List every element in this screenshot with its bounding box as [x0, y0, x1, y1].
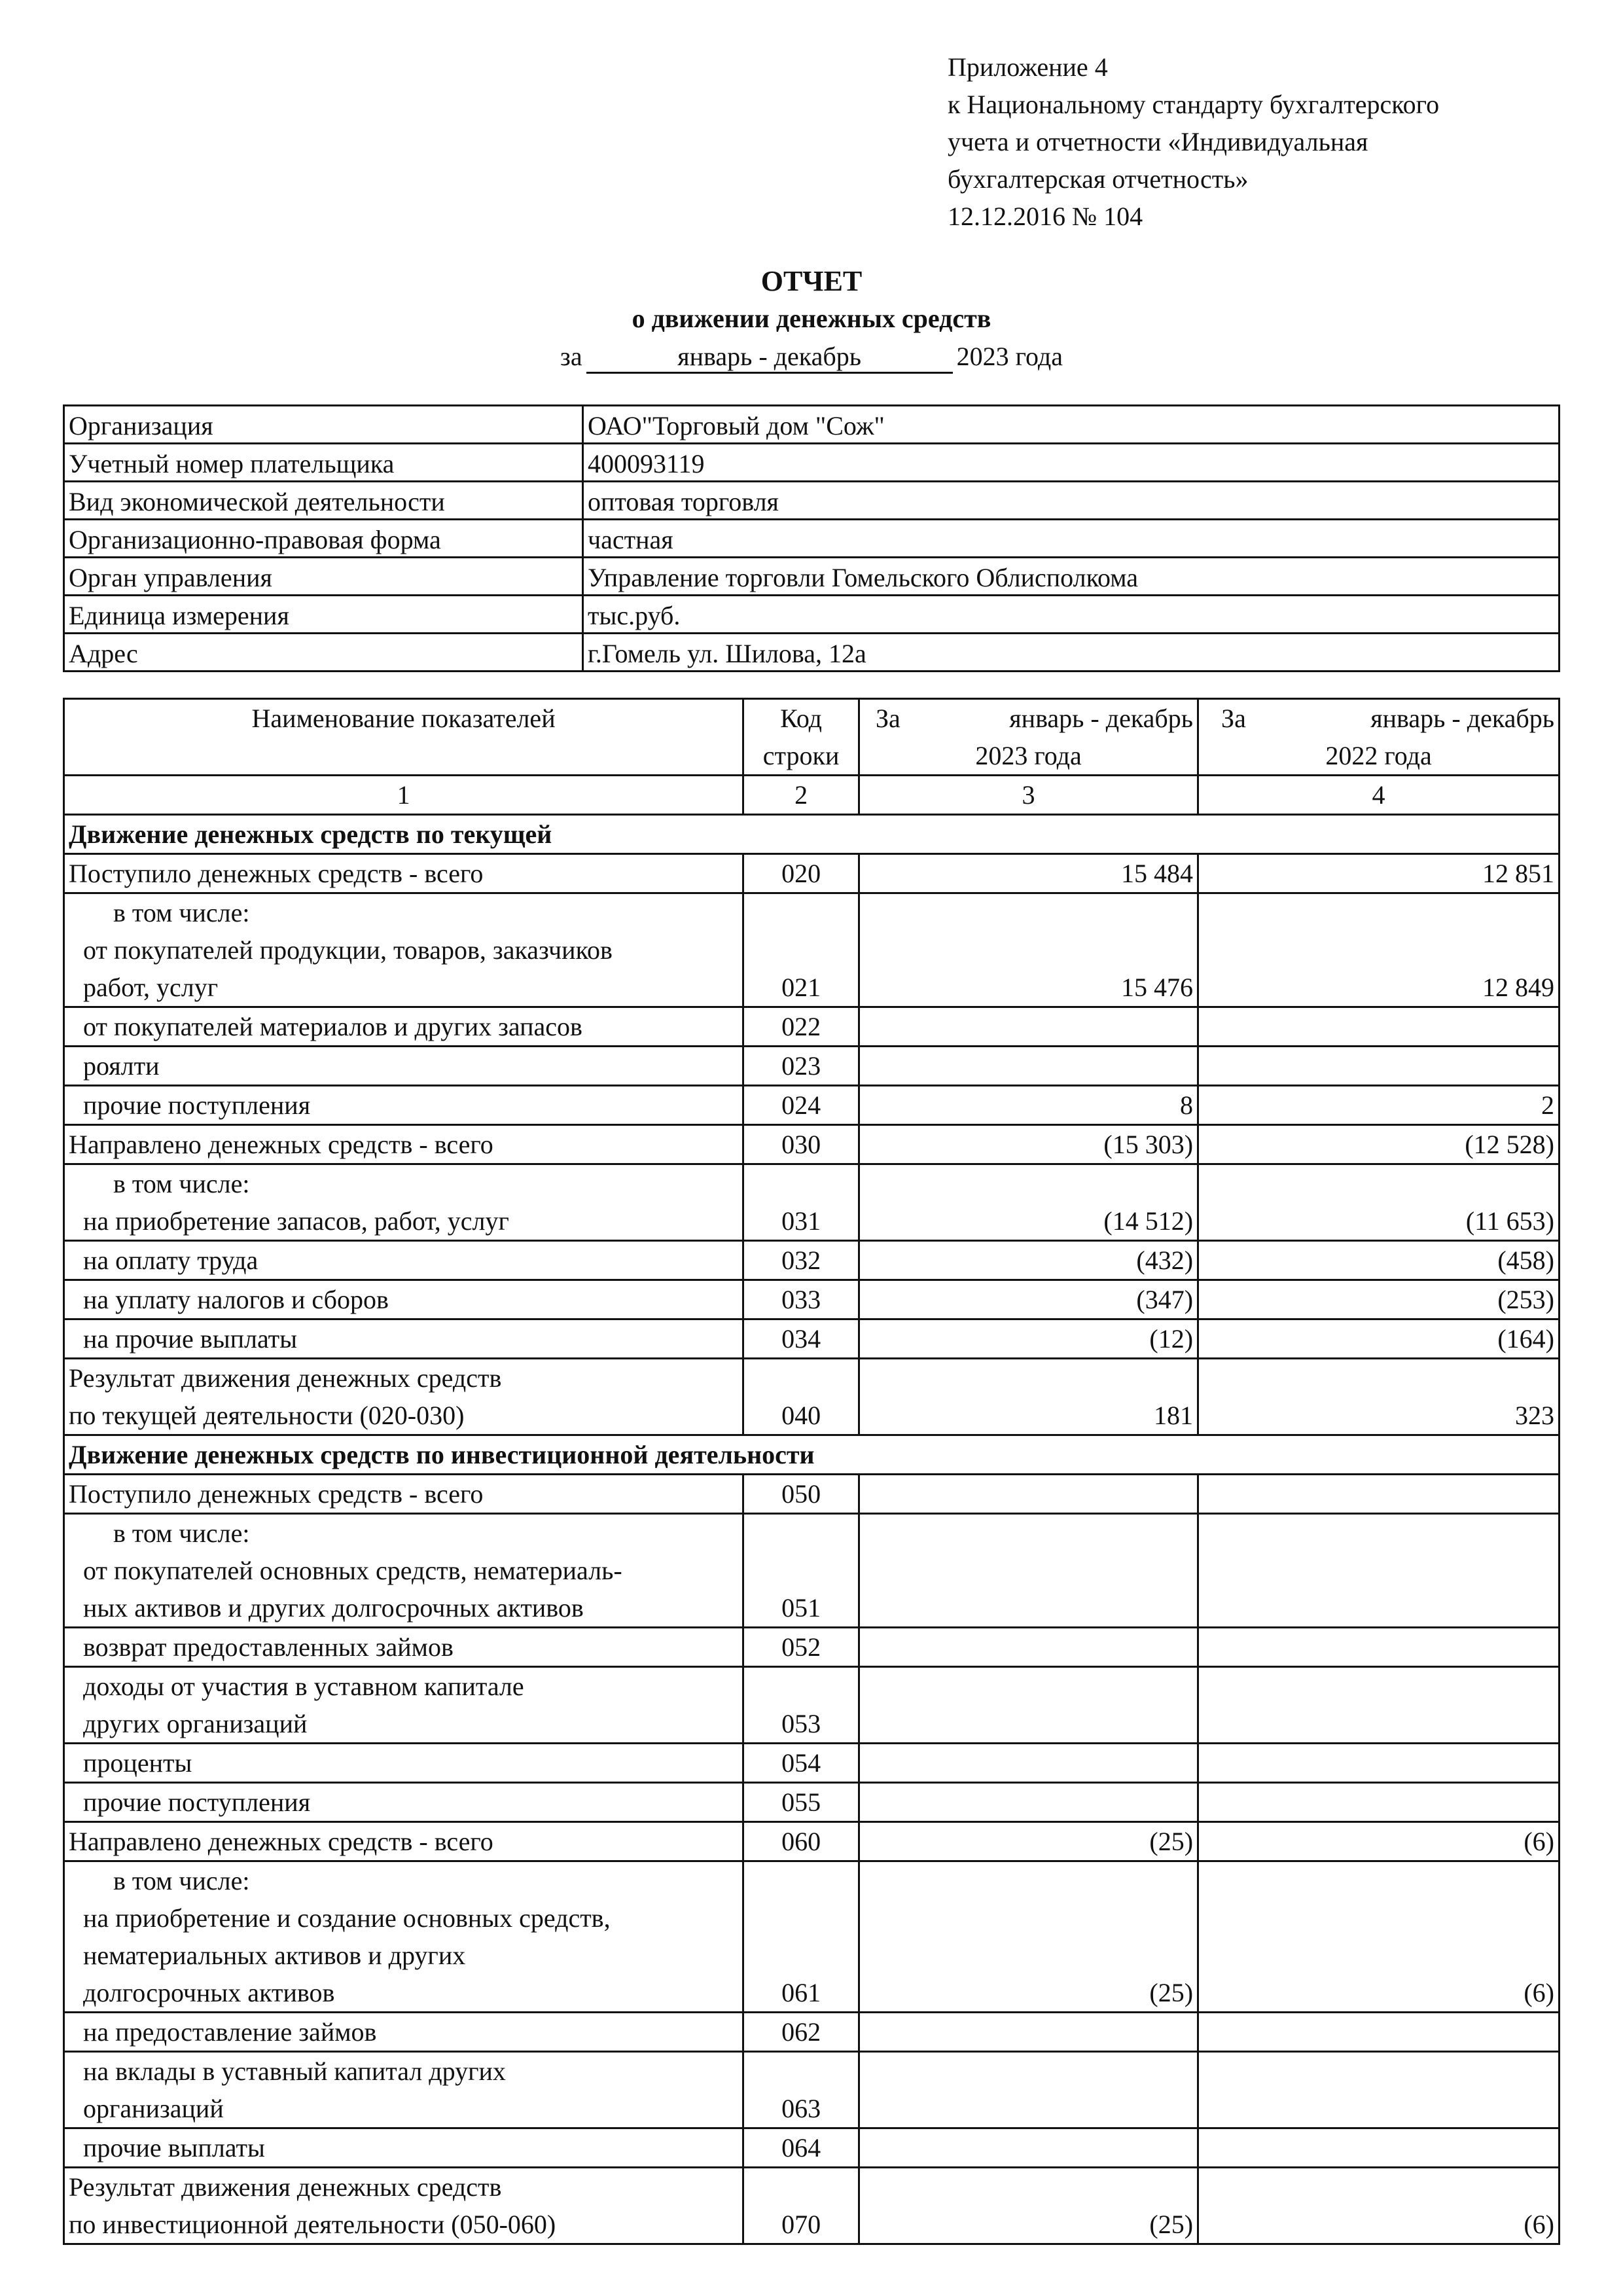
info-label: Орган управления — [64, 558, 583, 596]
value-2022 — [1198, 2052, 1560, 2128]
row-name-line: от покупателей основных средств, нематериаль- — [83, 1556, 622, 1585]
info-value: г.Гомель ул. Шилова, 12а — [583, 634, 1560, 672]
row-code: 040 — [743, 1359, 859, 1435]
value-2023 — [859, 2052, 1198, 2128]
value-2023: (25) — [859, 2168, 1198, 2244]
row-name: Направлено денежных средств - всего — [64, 1125, 743, 1164]
value-2023: 8 — [859, 1086, 1198, 1125]
table-row — [64, 1359, 1560, 1435]
value-2023: (25) — [859, 1822, 1198, 1861]
column-numbers-row — [64, 776, 1560, 815]
table-row — [64, 1475, 1560, 1514]
row-name-line: роялти — [83, 1051, 160, 1081]
value-2023: (14 512) — [859, 1164, 1198, 1241]
row-name-line: на приобретение запасов, работ, услуг — [83, 1206, 509, 1236]
table-row — [64, 1125, 1560, 1164]
value-2022 — [1198, 1783, 1560, 1822]
row-name — [64, 893, 743, 1007]
row-code: 064 — [743, 2128, 859, 2168]
value-2022 — [1198, 2128, 1560, 2168]
header-period-2022 — [1198, 699, 1560, 776]
table-row — [64, 1280, 1560, 1319]
value-2023: (432) — [859, 1241, 1198, 1280]
table-row — [64, 1822, 1560, 1861]
header-za: За — [1221, 704, 1246, 733]
row-name-line: Результат движения денежных средств — [69, 1363, 502, 1393]
value-2022: 12 849 — [1198, 893, 1560, 1007]
value-2023: 15 476 — [859, 893, 1198, 1007]
row-code: 022 — [743, 1007, 859, 1047]
row-code: 063 — [743, 2052, 859, 2128]
row-name-line: по текущей деятельности (020-030) — [69, 1401, 465, 1430]
table-row — [64, 1164, 1560, 1241]
value-2022: (6) — [1198, 1822, 1560, 1861]
annex-line: Приложение 4 — [948, 52, 1108, 82]
info-row — [64, 596, 1560, 634]
header-za: За — [876, 704, 901, 733]
table-row — [64, 1861, 1560, 2013]
value-2022: 12 851 — [1198, 854, 1560, 893]
table-row — [64, 1241, 1560, 1280]
table-row — [64, 2052, 1560, 2128]
info-value: частная — [583, 520, 1560, 558]
value-2023 — [859, 1783, 1198, 1822]
info-row — [64, 406, 1560, 444]
section-title: Движение денежных средств по инвестиционной деятельности — [64, 1435, 1560, 1475]
row-code: 070 — [743, 2168, 859, 2244]
value-2023 — [859, 1744, 1198, 1783]
table-row — [64, 1667, 1560, 1744]
table-row — [64, 1319, 1560, 1359]
column-number: 2 — [743, 776, 859, 815]
header-period-2023 — [859, 699, 1198, 776]
value-2023: (15 303) — [859, 1125, 1198, 1164]
row-name-line: на прочие выплаты — [83, 1324, 298, 1354]
value-2022: (253) — [1198, 1280, 1560, 1319]
value-2023: 15 484 — [859, 854, 1198, 893]
value-2023 — [859, 1628, 1198, 1667]
row-code: 052 — [743, 1628, 859, 1667]
row-code: 021 — [743, 893, 859, 1007]
value-2022: (6) — [1198, 2168, 1560, 2244]
row-name-line: от покупателей материалов и других запасов — [83, 1012, 582, 1041]
value-2023 — [859, 1007, 1198, 1047]
period-suffix: 2023 года — [956, 342, 1063, 371]
value-2022: (164) — [1198, 1319, 1560, 1359]
row-name-line: работ, услуг — [83, 973, 219, 1002]
table-header-row — [64, 699, 1560, 776]
period-prefix: за — [560, 342, 582, 371]
row-name — [64, 1086, 743, 1125]
row-name — [64, 1628, 743, 1667]
annex-line: 12.12.2016 № 104 — [948, 202, 1143, 231]
table-row — [64, 1086, 1560, 1125]
header-code — [743, 699, 859, 776]
column-number: 3 — [859, 776, 1198, 815]
row-code: 030 — [743, 1125, 859, 1164]
info-label: Единица измерения — [64, 596, 583, 634]
row-name — [64, 1359, 743, 1435]
value-2022: 2 — [1198, 1086, 1560, 1125]
header-code-line: строки — [762, 741, 840, 770]
info-row — [64, 520, 1560, 558]
value-2022: (12 528) — [1198, 1125, 1560, 1164]
row-name-line: доходы от участия в уставном капитале — [83, 1672, 524, 1701]
row-name-line: нематериальных активов и других — [83, 1941, 466, 1970]
info-label: Организация — [64, 406, 583, 444]
info-row — [64, 444, 1560, 482]
row-name-line: долгосрочных активов — [83, 1978, 335, 2007]
row-name-line: на оплату труда — [83, 1246, 259, 1275]
cash-flow-table — [63, 698, 1560, 2245]
organization-info-table — [63, 404, 1560, 672]
value-2023 — [859, 1047, 1198, 1086]
column-number: 1 — [64, 776, 743, 815]
row-name-line: в том числе: — [113, 898, 250, 927]
report-title: ОТЧЕТ — [760, 265, 863, 297]
value-2022: (11 653) — [1198, 1164, 1560, 1241]
row-name-line: прочие выплаты — [83, 2133, 265, 2162]
row-name — [64, 1783, 743, 1822]
row-name — [64, 1047, 743, 1086]
info-value: тыс.руб. — [583, 596, 1560, 634]
table-row — [64, 893, 1560, 1007]
table-row — [64, 1744, 1560, 1783]
row-name — [64, 1744, 743, 1783]
row-name: Поступило денежных средств - всего — [64, 1475, 743, 1514]
table-row — [64, 1514, 1560, 1628]
report-subtitle: о движении денежных средств — [632, 304, 991, 333]
row-name — [64, 2128, 743, 2168]
value-2023: (25) — [859, 1861, 1198, 2013]
row-code: 062 — [743, 2013, 859, 2052]
row-name-line: организаций — [83, 2094, 224, 2123]
report-period — [0, 338, 1623, 376]
column-number: 4 — [1198, 776, 1560, 815]
value-2022: 323 — [1198, 1359, 1560, 1435]
info-row — [64, 634, 1560, 672]
value-2022 — [1198, 2013, 1560, 2052]
info-value: 400093119 — [583, 444, 1560, 482]
row-name-line: проценты — [83, 1748, 192, 1778]
annex-line: к Национальному стандарту бухгалтерского — [948, 90, 1440, 119]
info-row — [64, 558, 1560, 596]
row-name — [64, 1241, 743, 1280]
row-code: 033 — [743, 1280, 859, 1319]
row-name-line: прочие поступления — [83, 1090, 311, 1120]
table-row — [64, 854, 1560, 893]
row-name-line: в том числе: — [113, 1866, 250, 1895]
row-name-line: возврат предоставленных займов — [83, 1632, 454, 1662]
report-title-block — [0, 263, 1623, 376]
value-2022 — [1198, 1628, 1560, 1667]
row-code: 024 — [743, 1086, 859, 1125]
section-investing-row — [64, 1435, 1560, 1475]
row-code: 050 — [743, 1475, 859, 1514]
info-row — [64, 482, 1560, 520]
value-2022 — [1198, 1007, 1560, 1047]
table-row — [64, 2128, 1560, 2168]
info-label: Адрес — [64, 634, 583, 672]
row-name — [64, 2168, 743, 2244]
row-name — [64, 1514, 743, 1628]
info-label: Организационно-правовая форма — [64, 520, 583, 558]
row-code: 055 — [743, 1783, 859, 1822]
value-2023 — [859, 1514, 1198, 1628]
header-code-line: Код — [780, 704, 823, 733]
row-name-line: на предоставление займов — [83, 2017, 377, 2047]
row-code: 032 — [743, 1241, 859, 1280]
info-label: Вид экономической деятельности — [64, 482, 583, 520]
row-name — [64, 2013, 743, 2052]
info-value: Управление торговли Гомельского Облисполкома — [583, 558, 1560, 596]
row-name — [64, 1861, 743, 2013]
row-name-line: от покупателей продукции, товаров, заказчиков — [83, 935, 613, 965]
row-name-line: в том числе: — [113, 1169, 250, 1198]
row-name-line: на вклады в уставный капитал других — [83, 2056, 506, 2086]
header-year: 2022 года — [1325, 741, 1432, 770]
header-name: Наименование показателей — [64, 699, 743, 776]
header-year: 2023 года — [975, 741, 1082, 770]
value-2023 — [859, 1667, 1198, 1744]
table-row — [64, 2168, 1560, 2244]
row-code: 061 — [743, 1861, 859, 2013]
value-2023 — [859, 2013, 1198, 2052]
info-label: Учетный номер плательщика — [64, 444, 583, 482]
value-2022 — [1198, 1744, 1560, 1783]
row-code: 051 — [743, 1514, 859, 1628]
annex-line: учета и отчетности «Индивидуальная — [948, 127, 1368, 156]
section-title: Движение денежных средств по текущей — [64, 815, 1560, 854]
annex-line: бухгалтерская отчетность» — [948, 164, 1249, 194]
annex-header — [948, 48, 1537, 235]
table-row — [64, 1007, 1560, 1047]
row-code: 034 — [743, 1319, 859, 1359]
value-2022 — [1198, 1047, 1560, 1086]
table-row — [64, 1628, 1560, 1667]
row-code: 053 — [743, 1667, 859, 1744]
row-name-line: других организаций — [83, 1709, 308, 1738]
row-name — [64, 1007, 743, 1047]
value-2023: (12) — [859, 1319, 1198, 1359]
row-name — [64, 1667, 743, 1744]
row-code: 054 — [743, 1744, 859, 1783]
info-value: оптовая торговля — [583, 482, 1560, 520]
row-name: Направлено денежных средств - всего — [64, 1822, 743, 1861]
value-2023 — [859, 1475, 1198, 1514]
row-name-line: на приобретение и создание основных средств, — [83, 1903, 611, 1933]
row-name-line: на уплату налогов и сборов — [83, 1285, 389, 1314]
row-code: 020 — [743, 854, 859, 893]
row-name — [64, 1280, 743, 1319]
value-2022: (458) — [1198, 1241, 1560, 1280]
row-name: Поступило денежных средств - всего — [64, 854, 743, 893]
header-period: январь - декабрь — [1009, 704, 1194, 733]
row-name-line: в том числе: — [113, 1518, 250, 1548]
table-row — [64, 1783, 1560, 1822]
row-name-line: по инвестиционной деятельности (050-060) — [69, 2210, 556, 2239]
row-name — [64, 2052, 743, 2128]
value-2023: (347) — [859, 1280, 1198, 1319]
table-row — [64, 1047, 1560, 1086]
info-value: ОАО"Торговый дом "Сож" — [583, 406, 1560, 444]
value-2022 — [1198, 1667, 1560, 1744]
row-name-line: ных активов и других долгосрочных активов — [83, 1593, 584, 1623]
section-current-row — [64, 815, 1560, 854]
row-code: 023 — [743, 1047, 859, 1086]
value-2022: (6) — [1198, 1861, 1560, 2013]
row-code: 060 — [743, 1822, 859, 1861]
header-period: январь - декабрь — [1370, 704, 1554, 733]
value-2023 — [859, 2128, 1198, 2168]
table-row — [64, 2013, 1560, 2052]
row-name-line: прочие поступления — [83, 1787, 311, 1817]
value-2022 — [1198, 1514, 1560, 1628]
row-code: 031 — [743, 1164, 859, 1241]
value-2023: 181 — [859, 1359, 1198, 1435]
period-value: январь - декабрь — [586, 342, 953, 374]
value-2022 — [1198, 1475, 1560, 1514]
row-name — [64, 1319, 743, 1359]
row-name — [64, 1164, 743, 1241]
row-name-line: Результат движения денежных средств — [69, 2172, 502, 2202]
